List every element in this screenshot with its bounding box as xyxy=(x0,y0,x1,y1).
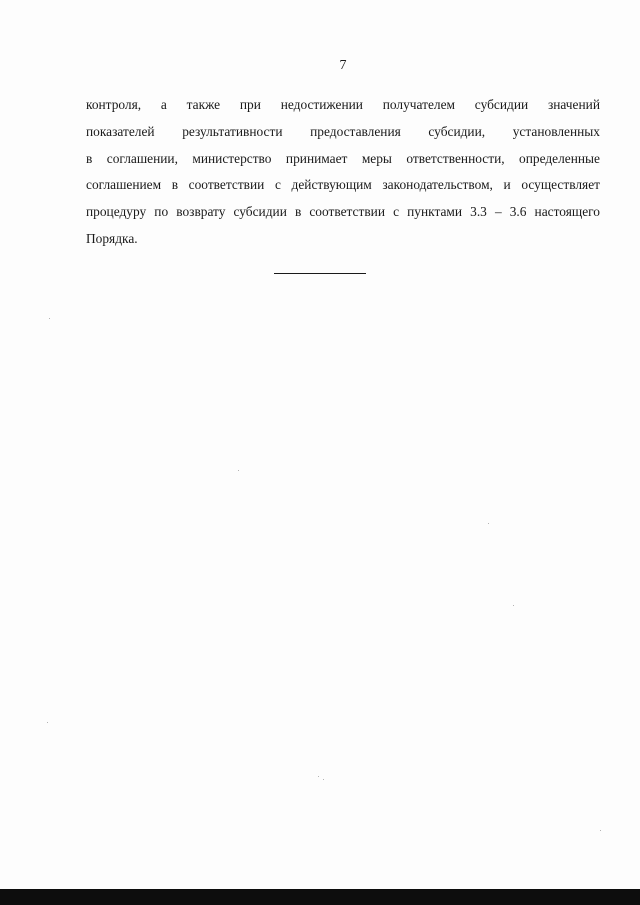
paragraph-line: соглашением в соответствии с действующим законодательством, и осуществляет xyxy=(86,177,600,193)
scan-speck xyxy=(513,605,514,606)
scan-speck xyxy=(238,470,239,471)
paragraph-line: в соглашении, министерство принимает меры ответственности, определенные xyxy=(86,150,600,166)
end-of-document-rule xyxy=(274,273,366,274)
paragraph-line: контроля, а также при недостижении получателем субсидии значений xyxy=(86,97,600,112)
body-paragraph xyxy=(86,92,600,253)
scan-bottom-edge-bar xyxy=(0,889,640,905)
scan-speck xyxy=(600,830,601,831)
scan-speck xyxy=(488,523,489,524)
paragraph-line: показателей результативности предоставления субсидии, установленных xyxy=(86,123,600,139)
scan-speck xyxy=(318,776,319,777)
page-number: 7 xyxy=(339,58,347,73)
paragraph-line-last: Порядка. xyxy=(86,230,138,246)
scan-speck xyxy=(49,318,50,319)
scan-speck xyxy=(47,722,48,723)
paragraph-line: процедуру по возврату субсидии в соответствии с пунктами 3.3 – 3.6 настоящего xyxy=(86,204,600,220)
scan-speck xyxy=(323,779,324,780)
